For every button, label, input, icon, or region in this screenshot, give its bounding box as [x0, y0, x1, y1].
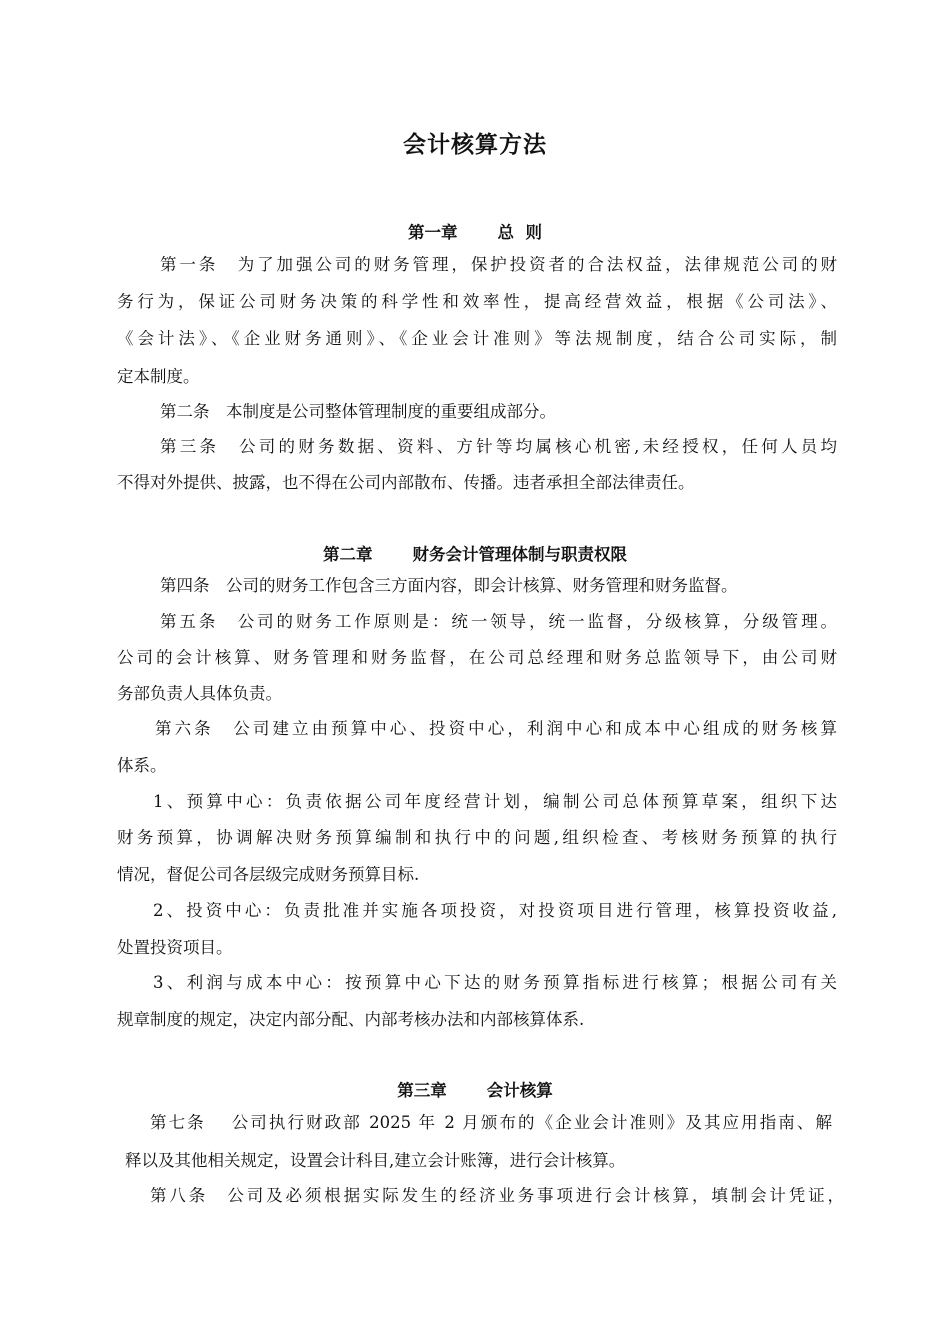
text-line: 《会计法》、《企业财务通则》、《企业会计准则》等法规制度，结合公司实际，制 [117, 329, 837, 348]
text-line: 第六条 公司建立由预算中心、投资中心，利润中心和成本中心组成的财务核算 [155, 719, 837, 738]
text-line: 3、利润与成本中心：按预算中心下达的财务预算指标进行核算；根据公司有关 [153, 973, 837, 992]
text-line: 释以及其他相关规定，设置会计科目,建立会计账簿，进行会计核算。 [125, 1151, 626, 1170]
text-line: 2、投资中心：负责批准并实施各项投资，对投资项目进行管理，核算投资收益, [153, 901, 837, 920]
chapter-number: 第一章 [408, 223, 458, 242]
text-line: 不得对外提供、披露，也不得在公司内部散布、传播。违者承担全部法律责任。 [117, 473, 695, 492]
chapter-name: 财务会计管理体制与职责权限 [412, 545, 627, 564]
chapter-heading-1 [0, 219, 950, 243]
chapter-name: 会计核算 [486, 1081, 553, 1100]
chapter-heading-2 [0, 541, 950, 565]
text-line: 规章制度的规定，决定内部分配、内部考核办法和内部核算体系. [117, 1010, 585, 1029]
text-line: 第五条 公司的财务工作原则是：统一领导，统一监督，分级核算，分级管理。 [160, 612, 837, 631]
text-line: 定本制度。 [117, 367, 200, 386]
text-line: 第四条 公司的财务工作包含三方面内容，即会计核算、财务管理和财务监督。 [160, 576, 738, 595]
text-line: 体系。 [117, 756, 167, 775]
chapter-heading-3 [0, 1077, 950, 1101]
text-line: 财务预算，协调解决财务预算编制和执行中的问题,组织检查、考核财务预算的执行 [117, 828, 837, 847]
document-title: 会计核算方法 [403, 132, 547, 158]
text-line: 第二条 本制度是公司整体管理制度的重要组成部分。 [160, 402, 556, 421]
chapter-name: 总 则 [497, 223, 542, 242]
text-line: 情况，督促公司各层级完成财务预算目标. [117, 865, 420, 884]
text-line: 第一条 为了加强公司的财务管理，保护投资者的合法权益，法律规范公司的财 [160, 255, 837, 274]
text-line: 公司的会计核算、财务管理和财务监督，在公司总经理和财务总监领导下，由公司财 [117, 648, 837, 667]
text-line: 务行为，保证公司财务决策的科学性和效率性，提高经营效益，根据《公司法》、 [117, 292, 837, 311]
text-line: 务部负责人具体负责。 [117, 684, 282, 703]
chapter-number: 第三章 [397, 1081, 447, 1100]
text-line: 1、预算中心：负责依据公司年度经营计划，编制公司总体预算草案，组织下达 [153, 792, 837, 811]
chapter-number: 第二章 [323, 545, 373, 564]
text-line: 第三条 公司的财务数据、资料、方针等均属核心机密,未经授权，任何人员均 [160, 437, 837, 456]
text-line: 第七条 公司执行财政部 2025 年 2 月颁布的《企业会计准则》及其应用指南、解 [150, 1113, 832, 1132]
text-line: 处置投资项目。 [117, 938, 233, 957]
text-line: 第八条 公司及必须根据实际发生的经济业务事项进行会计核算，填制会计凭证， [150, 1186, 844, 1205]
